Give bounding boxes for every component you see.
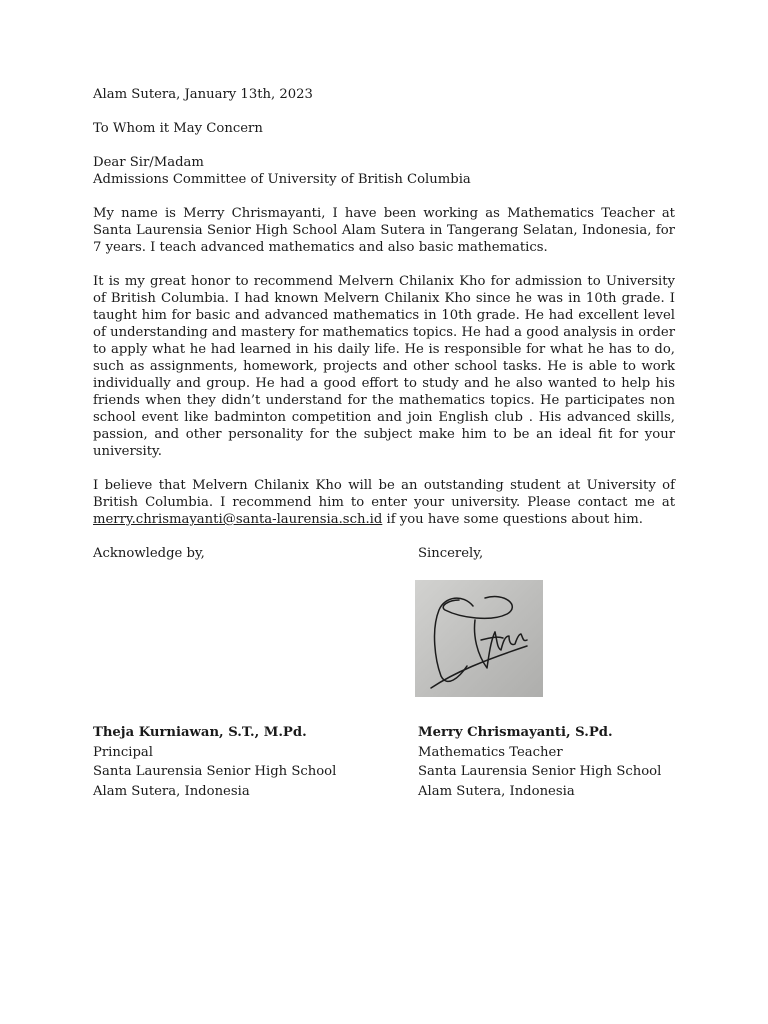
principal-school: Santa Laurensia Senior High School <box>93 764 337 779</box>
principal-name: Theja Kurniawan, S.T., M.Pd. <box>93 725 307 740</box>
teacher-role: Mathematics Teacher <box>418 744 563 760</box>
letter-body <box>93 86 675 799</box>
signature-image <box>415 580 543 697</box>
teacher-name: Merry Chrismayanti, S.Pd. <box>418 725 613 740</box>
paragraph-closing <box>93 477 675 528</box>
sincerely-label: Sincerely, <box>418 546 484 561</box>
paragraph-recommendation: It is my great honor to recommend Melvern Chilanix Kho for admission to University of British Columbia. I had known Melvern Chilanix Kho since he was in 10th grade. I taught him for basic and advanced mathematics in 10th grade. He had excellent level of understanding and mastery for mathematics topics. He had a good analysis in order to apply what he had learned in his daily life. He is responsible for what he has to do, such as assignments, homework, projects and other school tasks. He is able to work individually and group. He had a good effort to study and he also wanted to help his friends when they didn’t understand for the mathematics topics. He participates non school event like badminton competition and join English club . His advanced skills, passion, and other personality for the subject make him to be an ideal fit for your university. <box>93 274 675 459</box>
acknowledge-label: Acknowledge by, <box>93 546 205 561</box>
teacher-school: Santa Laurensia Senior High School <box>418 764 662 779</box>
salutation: Dear Sir/Madam <box>93 155 204 170</box>
principal-signatory <box>93 723 393 801</box>
date-line: Alam Sutera, January 13th, 2023 <box>93 87 313 102</box>
committee-line: Admissions Committee of University of British Columbia <box>93 172 471 187</box>
to-whom-line: To Whom it May Concern <box>93 121 263 136</box>
closing-text: I believe that Melvern Chilanix Kho will be an outstanding student at University of British Columbia. I recommend him to enter your university. Please contact me at <box>93 478 675 510</box>
contact-email-link[interactable]: merry.chrismayanti@santa-laurensia.sch.id <box>93 512 383 527</box>
principal-role: Principal <box>93 744 154 760</box>
teacher-signatory <box>418 723 675 801</box>
closing-tail: if you have some questions about him. <box>382 512 643 527</box>
teacher-location: Alam Sutera, Indonesia <box>418 783 575 799</box>
signature-block <box>93 545 675 799</box>
principal-location: Alam Sutera, Indonesia <box>93 783 250 799</box>
paragraph-introduction: My name is Merry Chrismayanti, I have been working as Mathematics Teacher at Santa Laurensia Senior High School Alam Sutera in Tangerang Selatan, Indonesia, for 7 years. I teach advanced mathematics and also basic mathematics. <box>93 206 675 255</box>
